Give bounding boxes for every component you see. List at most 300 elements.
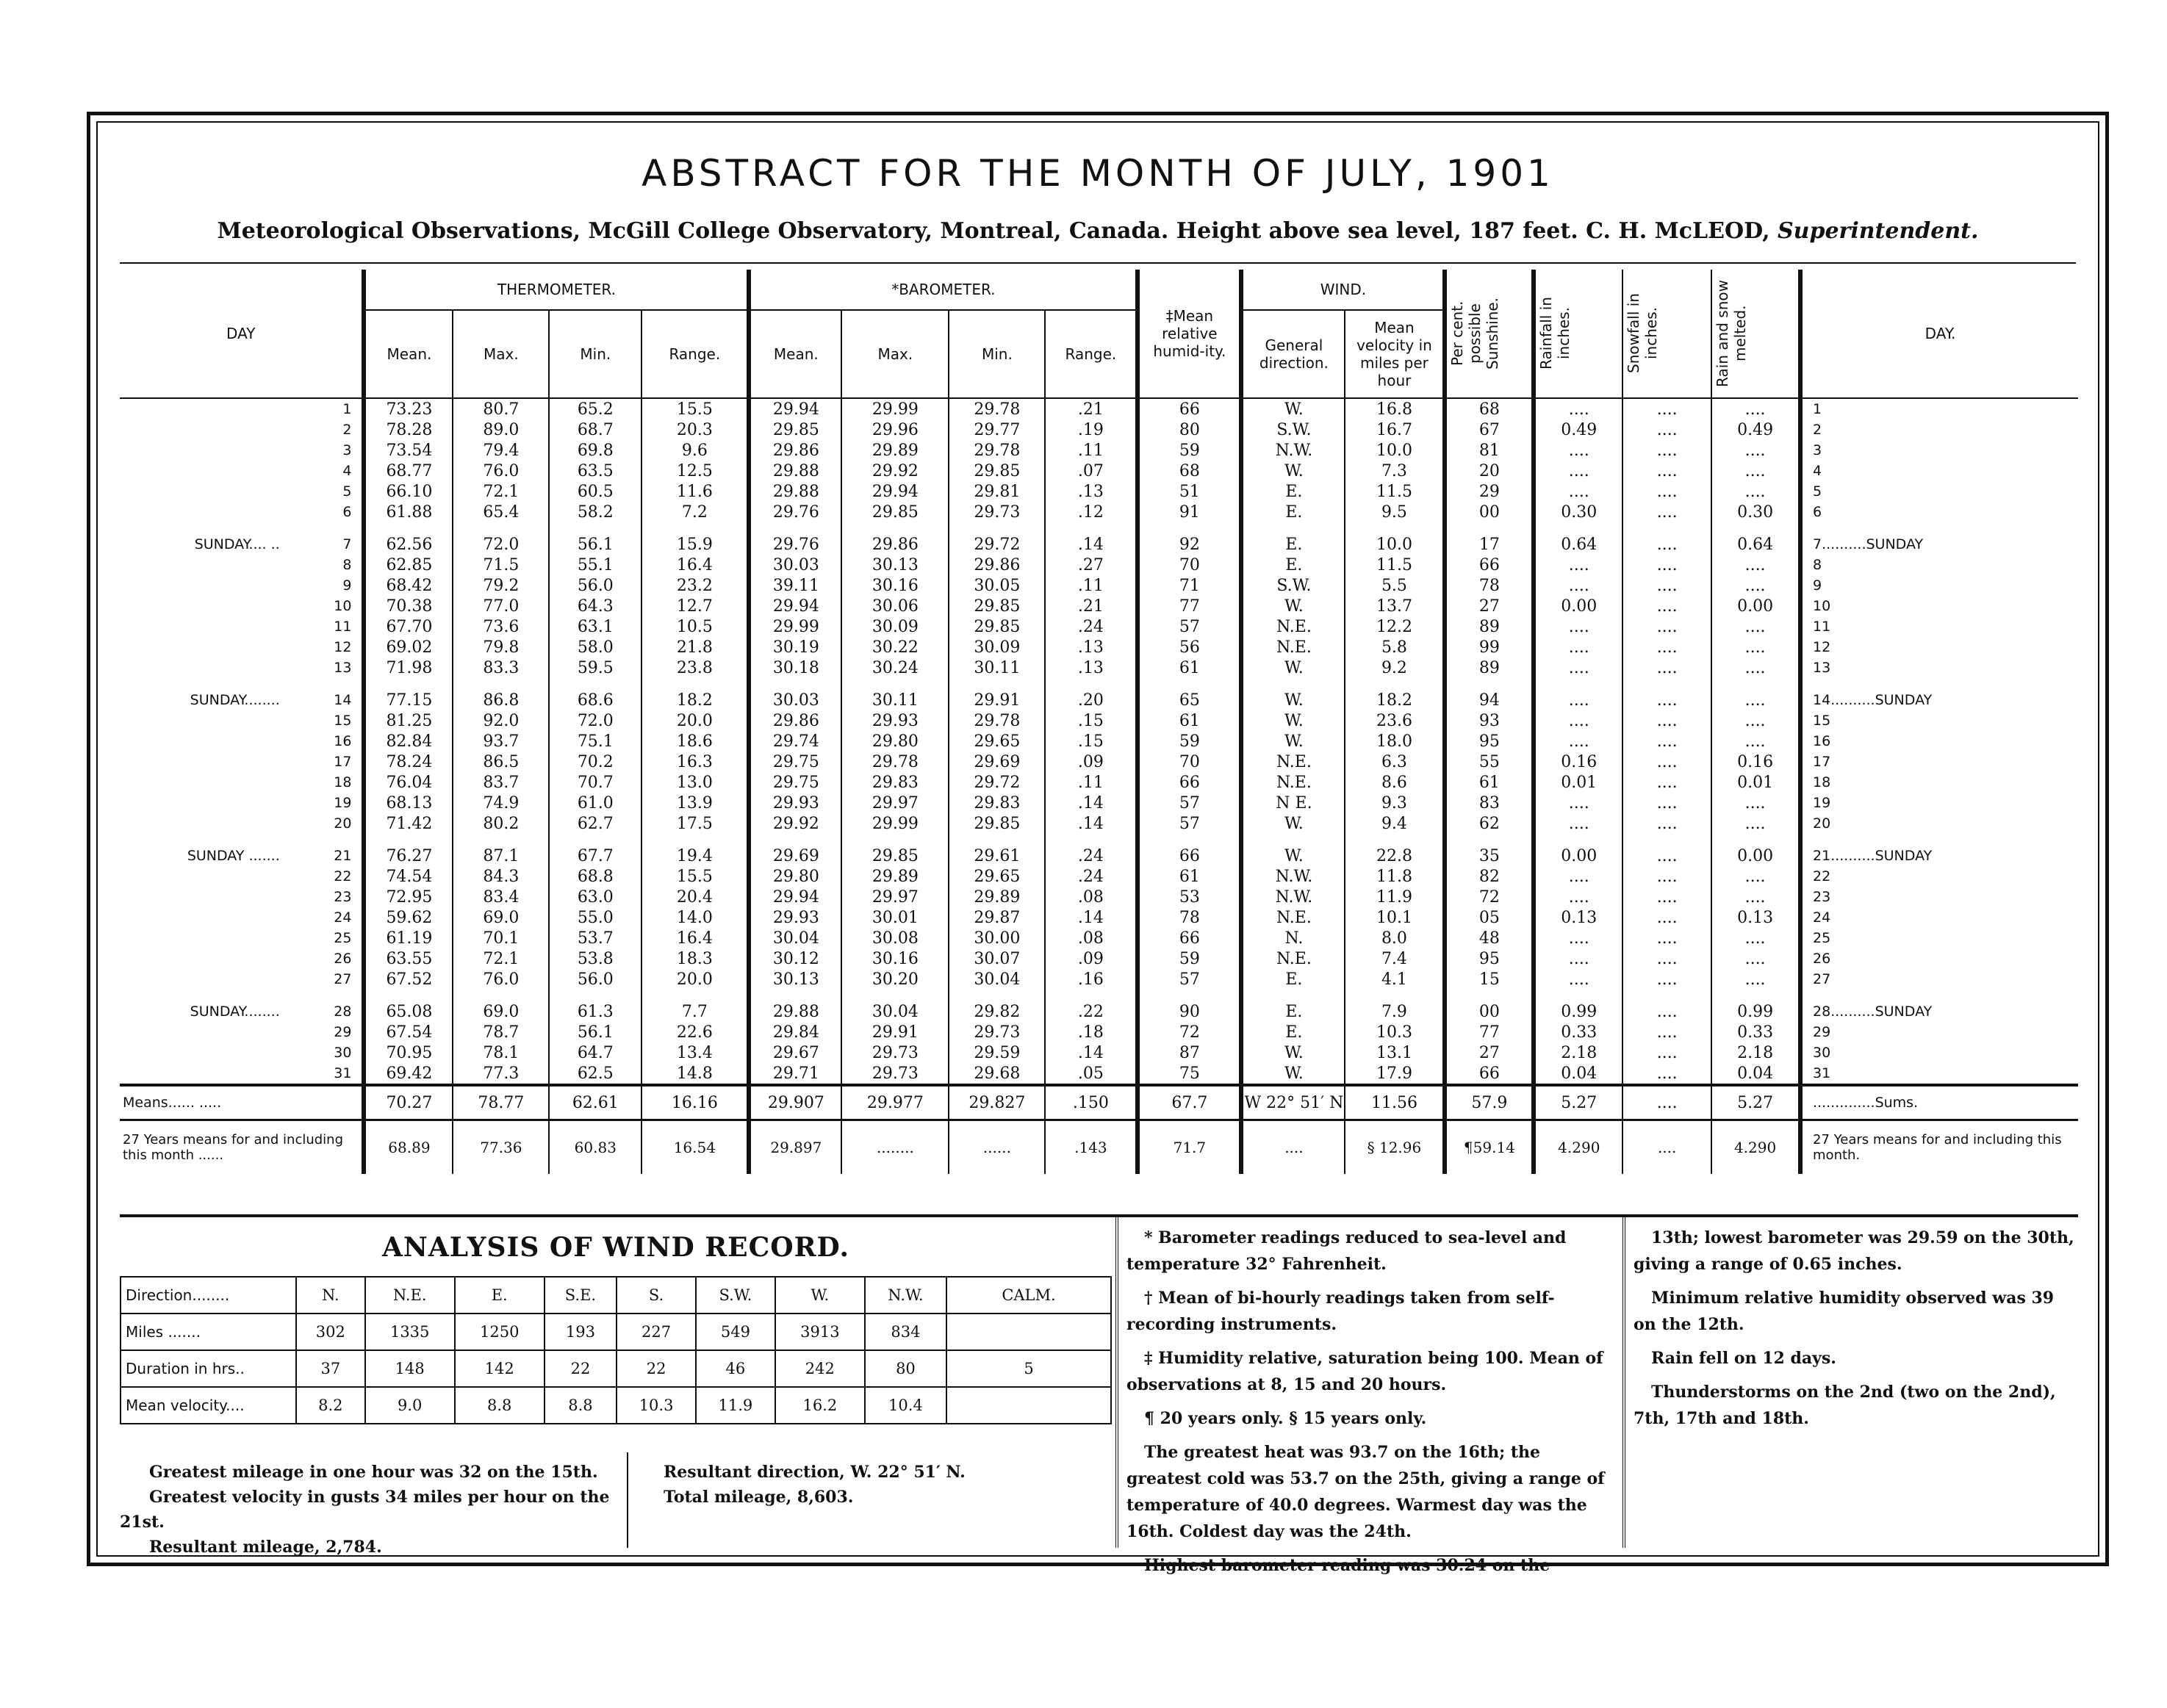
cell-bmean: 29.86	[749, 440, 841, 461]
cell-day: 31	[334, 1065, 352, 1081]
cell-dir: E.	[1241, 1022, 1345, 1042]
note-text: ‡ Humidity relative, saturation being 100. Mean of observations at 8, 15 and 20 hours.	[1126, 1349, 1603, 1394]
cell-rain: ....	[1534, 637, 1622, 657]
cell-trange: 22.6	[642, 1022, 749, 1042]
cell-vel: 11.9	[1345, 887, 1445, 907]
cell-hum: 90	[1138, 1001, 1241, 1022]
cell-bmax	[841, 522, 949, 534]
cell-brange: .14	[1045, 1042, 1138, 1063]
cell-day: 2	[342, 422, 352, 438]
wind-cell: N.W.	[865, 1277, 946, 1314]
cell-day: 21	[334, 848, 352, 864]
cell-tmin	[549, 834, 642, 846]
cell-day: 29	[334, 1024, 352, 1040]
cell-rlabel: 8	[1800, 555, 2078, 575]
note-text: * Barometer readings reduced to sea-level and temperature 32° Fahrenheit.	[1126, 1228, 1567, 1274]
cell-snow: ....	[1622, 1022, 1711, 1042]
table-row	[120, 846, 2078, 866]
cell-hum: 61	[1138, 657, 1241, 678]
cell-rlabel: 30	[1800, 1042, 2078, 1063]
cell-label	[120, 596, 290, 616]
cell-rlabel: 6	[1800, 502, 2078, 522]
rain-snow-header	[1711, 270, 1800, 398]
cell-snow: ....	[1622, 534, 1711, 555]
baro-min-header: Min.	[949, 310, 1045, 398]
cell-melt: 0.64	[1711, 534, 1800, 555]
cell-day: 18	[334, 774, 352, 790]
cell-bmean: 29.93	[749, 907, 841, 928]
cell-tmean: 72.95	[364, 887, 453, 907]
cell-melt: ....	[1711, 866, 1800, 887]
cell-snow: ....	[1622, 948, 1711, 969]
cell-rain: 4.290	[1534, 1120, 1622, 1175]
cell-tmin: 55.0	[549, 907, 642, 928]
cell-tmean: 70.38	[364, 596, 453, 616]
cell-brange: .14	[1045, 534, 1138, 555]
cell-bmax: 30.13	[841, 555, 949, 575]
cell-bmin: 29.59	[949, 1042, 1045, 1063]
cell-bmean: 30.18	[749, 657, 841, 678]
cell-melt: 0.30	[1711, 502, 1800, 522]
cell-tmean: 73.23	[364, 398, 453, 419]
cell-melt: 0.00	[1711, 596, 1800, 616]
cell-tmean: 70.27	[364, 1085, 453, 1120]
cell-vel: 7.4	[1345, 948, 1445, 969]
wind-cell: S.W.	[696, 1277, 775, 1314]
cell-rlabel	[1800, 990, 2078, 1001]
note-text: Minimum relative humidity observed was 39 on the 12th.	[1634, 1289, 2055, 1334]
cell-bmean: 29.80	[749, 866, 841, 887]
cell-brange: .15	[1045, 731, 1138, 752]
cell-bmax: 30.11	[841, 690, 949, 710]
cell-bmax: 30.09	[841, 616, 949, 637]
cell-tmean: 63.55	[364, 948, 453, 969]
cell-bmean: 29.93	[749, 793, 841, 813]
table-row	[120, 1001, 2078, 1022]
cell-label: Means...... .....	[120, 1085, 364, 1120]
cell-rlabel: 20	[1800, 813, 2078, 834]
cell-rain	[1534, 522, 1622, 534]
cell-bmean: 29.86	[749, 710, 841, 731]
cell-rlabel: 2	[1800, 419, 2078, 440]
cell-day: 10	[334, 598, 352, 614]
cell-bmin: 30.11	[949, 657, 1045, 678]
cell-rain: ....	[1534, 928, 1622, 948]
cell-bmax	[841, 990, 949, 1001]
cell-snow: ....	[1622, 461, 1711, 481]
cell-hum: 66	[1138, 928, 1241, 948]
cell-rain: ....	[1534, 575, 1622, 596]
cell-tmax: 86.5	[453, 752, 549, 772]
cell-hum: 87	[1138, 1042, 1241, 1063]
cell-sun: 48	[1445, 928, 1534, 948]
cell-tmean: 76.27	[364, 846, 453, 866]
observations-table	[120, 270, 2078, 1174]
cell-trange	[642, 678, 749, 690]
cell-rlabel: 3	[1800, 440, 2078, 461]
table-row	[120, 502, 2078, 522]
table-row	[120, 419, 2078, 440]
cell-trange: 12.5	[642, 461, 749, 481]
cell-melt: ....	[1711, 813, 1800, 834]
cell-vel	[1345, 834, 1445, 846]
cell-vel: 4.1	[1345, 969, 1445, 990]
cell-brange: .11	[1045, 440, 1138, 461]
wind-cell: 10.3	[617, 1387, 696, 1424]
wind-cell: 9.0	[365, 1387, 455, 1424]
cell-hum: 65	[1138, 690, 1241, 710]
cell-hum: 80	[1138, 419, 1241, 440]
cell-dir: E.	[1241, 1001, 1345, 1022]
cell-rain: ....	[1534, 657, 1622, 678]
cell-bmean: 29.907	[749, 1085, 841, 1120]
cell-sun: 27	[1445, 1042, 1534, 1063]
cell-hum: 72	[1138, 1022, 1241, 1042]
cell-tmean: 69.02	[364, 637, 453, 657]
cell-bmin: 29.87	[949, 907, 1045, 928]
cell-tmax	[453, 678, 549, 690]
cell-sun: ¶59.14	[1445, 1120, 1534, 1175]
cell-tmean: 67.52	[364, 969, 453, 990]
cell-trange: 15.9	[642, 534, 749, 555]
table-row	[120, 637, 2078, 657]
cell-bmean: 29.88	[749, 481, 841, 502]
cell-trange: 16.16	[642, 1085, 749, 1120]
cell-tmean: 69.42	[364, 1063, 453, 1085]
cell-brange: .12	[1045, 502, 1138, 522]
cell-tmax: 78.77	[453, 1085, 549, 1120]
cell-bmin: 30.09	[949, 637, 1045, 657]
cell-snow: ....	[1622, 575, 1711, 596]
cell-tmin: 60.5	[549, 481, 642, 502]
title-rule	[120, 262, 2076, 264]
wind-cell	[946, 1387, 1111, 1424]
cell-trange: 20.4	[642, 887, 749, 907]
cell-bmin: 29.61	[949, 846, 1045, 866]
cell-snow: ....	[1622, 1063, 1711, 1085]
cell-bmin: 29.86	[949, 555, 1045, 575]
cell-brange: .13	[1045, 637, 1138, 657]
sunshine-header	[1445, 270, 1534, 398]
cell-day: 19	[334, 795, 352, 811]
cell-trange: 7.7	[642, 1001, 749, 1022]
cell-label	[120, 813, 290, 834]
cell-tmin: 70.7	[549, 772, 642, 793]
superintendent-label: Superintendent.	[1778, 218, 1979, 244]
cell-hum	[1138, 678, 1241, 690]
cell-vel: 17.9	[1345, 1063, 1445, 1085]
cell-tmin	[549, 678, 642, 690]
cell-rlabel: 13	[1800, 657, 2078, 678]
footnotes-column	[1126, 1225, 1611, 1586]
cell-hum: 57	[1138, 616, 1241, 637]
cell-rain	[1534, 990, 1622, 1001]
cell-label	[120, 887, 290, 907]
cell-hum: 61	[1138, 866, 1241, 887]
cell-rain: ....	[1534, 731, 1622, 752]
cell-bmean: 30.13	[749, 969, 841, 990]
wind-cell: 1335	[365, 1314, 455, 1350]
cell-trange: 11.6	[642, 481, 749, 502]
wind-cell	[946, 1314, 1111, 1350]
cell-rlabel: 23	[1800, 887, 2078, 907]
cell-bmean: 29.67	[749, 1042, 841, 1063]
table-row	[120, 969, 2078, 990]
cell-label	[120, 419, 290, 440]
cell-tmin: 56.1	[549, 534, 642, 555]
spacer-row	[120, 990, 2078, 1001]
cell-tmin: 56.0	[549, 575, 642, 596]
cell-tmean: 71.98	[364, 657, 453, 678]
table-row	[120, 887, 2078, 907]
wind-notes-right	[634, 1460, 1104, 1510]
cell-dir: N.W.	[1241, 440, 1345, 461]
cell-tmax: 65.4	[453, 502, 549, 522]
cell-sun: 94	[1445, 690, 1534, 710]
cell-sun: 89	[1445, 657, 1534, 678]
column-separator-1	[1115, 1217, 1118, 1548]
wind-cell: 80	[865, 1350, 946, 1387]
cell-snow: ....	[1622, 887, 1711, 907]
cell-bmax: 29.99	[841, 398, 949, 419]
cell-bmin: 29.82	[949, 1001, 1045, 1022]
thermo-range-header: Range.	[642, 310, 749, 398]
cell-melt	[1711, 522, 1800, 534]
wind-cell: 834	[865, 1314, 946, 1350]
cell-bmean	[749, 990, 841, 1001]
cell-bmin: 30.07	[949, 948, 1045, 969]
cell-bmin	[949, 678, 1045, 690]
table-row	[120, 575, 2078, 596]
cell-bmean: 29.85	[749, 419, 841, 440]
cell-tmax: 83.7	[453, 772, 549, 793]
wind-cell: 22	[545, 1350, 617, 1387]
rainfall-header-text: Rainfall in inches.	[1537, 297, 1573, 370]
cell-rlabel: 14..........SUNDAY	[1800, 690, 2078, 710]
cell-bmean: 29.94	[749, 887, 841, 907]
cell-tmin: 75.1	[549, 731, 642, 752]
wind-cell: Duration in hrs..	[121, 1350, 296, 1387]
cell-rlabel: 16	[1800, 731, 2078, 752]
cell-label	[120, 398, 290, 419]
cell-brange: .24	[1045, 616, 1138, 637]
cell-trange: 10.5	[642, 616, 749, 637]
cell-tmax: 83.4	[453, 887, 549, 907]
cell-bmin: 29.85	[949, 461, 1045, 481]
cell-label	[120, 990, 290, 1001]
humidity-header: ‡Mean relative humid-ity.	[1138, 270, 1241, 398]
cell-tmean: 71.42	[364, 813, 453, 834]
cell-bmean: 29.84	[749, 1022, 841, 1042]
column-separator-2	[1622, 1217, 1625, 1548]
cell-day: 24	[334, 909, 352, 926]
note-text: Rain fell on 12 days.	[1651, 1349, 1836, 1368]
cell-melt: ....	[1711, 710, 1800, 731]
cell-trange: 16.54	[642, 1120, 749, 1175]
cell-bmin	[949, 522, 1045, 534]
cell-label	[120, 793, 290, 813]
wind-analysis-title: ANALYSIS OF WIND RECORD.	[382, 1232, 849, 1263]
note-text: 13th; lowest barometer was 29.59 on the 30th, giving a range of 0.65 inches.	[1634, 1228, 2074, 1274]
cell-trange: 17.5	[642, 813, 749, 834]
cell-dir: S.W.	[1241, 575, 1345, 596]
wind-cell: 3913	[775, 1314, 865, 1350]
cell-brange: .24	[1045, 846, 1138, 866]
cell-snow: ....	[1622, 502, 1711, 522]
cell-tmean: 74.54	[364, 866, 453, 887]
cell-rlabel: 5	[1800, 481, 2078, 502]
cell-trange	[642, 834, 749, 846]
cell-sun: 99	[1445, 637, 1534, 657]
spacer-row	[120, 678, 2078, 690]
cell-tmin: 68.7	[549, 419, 642, 440]
day-right-header: DAY.	[1800, 270, 2078, 398]
cell-label	[120, 772, 290, 793]
note-text: Resultant mileage, 2,784.	[149, 1538, 382, 1557]
cell-day: 7	[342, 536, 352, 552]
wind-cell: Miles .......	[121, 1314, 296, 1350]
cell-sun: 78	[1445, 575, 1534, 596]
wind-cell: 46	[696, 1350, 775, 1387]
table-row	[120, 534, 2078, 555]
cell-vel	[1345, 678, 1445, 690]
note-text: Highest barometer reading was 30.24 on the	[1144, 1556, 1550, 1575]
wind-cell: Mean velocity....	[121, 1387, 296, 1424]
cell-trange: 18.6	[642, 731, 749, 752]
cell-tmax: 72.1	[453, 481, 549, 502]
cell-bmin: 30.04	[949, 969, 1045, 990]
cell-tmin: 61.3	[549, 1001, 642, 1022]
cell-snow	[1622, 522, 1711, 534]
cell-trange: 18.3	[642, 948, 749, 969]
cell-tmax: 77.36	[453, 1120, 549, 1175]
cell-hum: 53	[1138, 887, 1241, 907]
cell-bmax: 29.80	[841, 731, 949, 752]
cell-hum	[1138, 990, 1241, 1001]
cell-bmax: 29.86	[841, 534, 949, 555]
cell-snow: ....	[1622, 596, 1711, 616]
cell-snow: ....	[1622, 1001, 1711, 1022]
cell-dir: W.	[1241, 596, 1345, 616]
cell-rain: 5.27	[1534, 1085, 1622, 1120]
cell-tmax: 78.1	[453, 1042, 549, 1063]
cell-day: 16	[334, 733, 352, 749]
cell-melt: ....	[1711, 948, 1800, 969]
rainfall-header	[1534, 270, 1622, 398]
cell-bmin: 29.81	[949, 481, 1045, 502]
cell-bmean: 39.11	[749, 575, 841, 596]
remarks-column	[1634, 1225, 2074, 1439]
cell-day	[290, 990, 364, 1001]
cell-vel: 11.5	[1345, 555, 1445, 575]
wind-cell: W.	[775, 1277, 865, 1314]
cell-brange	[1045, 990, 1138, 1001]
notes-top-rule	[120, 1214, 2078, 1217]
cell-tmin: 58.2	[549, 502, 642, 522]
cell-tmin: 61.0	[549, 793, 642, 813]
wind-cell: 10.4	[865, 1387, 946, 1424]
cell-melt: ....	[1711, 575, 1800, 596]
cell-rain: ....	[1534, 555, 1622, 575]
cell-tmax: 79.2	[453, 575, 549, 596]
cell-snow	[1622, 834, 1711, 846]
cell-label	[120, 834, 290, 846]
cell-hum: 68	[1138, 461, 1241, 481]
table-row	[120, 1085, 2078, 1120]
cell-bmax: 29.96	[841, 419, 949, 440]
cell-brange: .09	[1045, 948, 1138, 969]
cell-rain: 0.33	[1534, 1022, 1622, 1042]
cell-snow: ....	[1622, 637, 1711, 657]
cell-sun	[1445, 678, 1534, 690]
cell-bmin: 29.91	[949, 690, 1045, 710]
cell-snow: ....	[1622, 616, 1711, 637]
cell-snow: ....	[1622, 1085, 1711, 1120]
cell-sun: 17	[1445, 534, 1534, 555]
cell-label	[120, 969, 290, 990]
cell-tmin: 63.5	[549, 461, 642, 481]
abstract-sheet	[87, 112, 2109, 1575]
cell-day: 12	[334, 639, 352, 655]
cell-hum: 66	[1138, 846, 1241, 866]
cell-rain: ....	[1534, 948, 1622, 969]
cell-tmax	[453, 522, 549, 534]
cell-bmin: 29.68	[949, 1063, 1045, 1085]
cell-melt: ....	[1711, 793, 1800, 813]
cell-hum: 71	[1138, 575, 1241, 596]
cell-melt: ....	[1711, 440, 1800, 461]
cell-sun: 62	[1445, 813, 1534, 834]
cell-melt: ....	[1711, 637, 1800, 657]
cell-rain: ....	[1534, 398, 1622, 419]
cell-rlabel: 1	[1800, 398, 2078, 419]
cell-bmax: 29.97	[841, 887, 949, 907]
cell-label: 27 Years means for and including this month ......	[123, 1132, 344, 1163]
notes-area	[120, 1217, 2078, 1575]
cell-tmean: 62.56	[364, 534, 453, 555]
thermo-mean-header: Mean.	[364, 310, 453, 398]
cell-bmax: 30.22	[841, 637, 949, 657]
cell-snow: ....	[1622, 710, 1711, 731]
cell-bmean: 29.94	[749, 596, 841, 616]
cell-hum: 57	[1138, 793, 1241, 813]
cell-bmean: 30.12	[749, 948, 841, 969]
cell-trange: 7.2	[642, 502, 749, 522]
cell-hum: 56	[1138, 637, 1241, 657]
cell-dir: W 22° 51′ N	[1241, 1085, 1345, 1120]
cell-day	[290, 522, 364, 534]
cell-rlabel: 22	[1800, 866, 2078, 887]
cell-vel	[1345, 522, 1445, 534]
cell-hum: 66	[1138, 398, 1241, 419]
cell-sun	[1445, 834, 1534, 846]
cell-brange: .08	[1045, 887, 1138, 907]
cell-snow: ....	[1622, 793, 1711, 813]
cell-trange: 16.4	[642, 928, 749, 948]
cell-bmax: 30.16	[841, 948, 949, 969]
cell-tmax: 69.0	[453, 907, 549, 928]
cell-tmean: 65.08	[364, 1001, 453, 1022]
cell-bmean: 29.99	[749, 616, 841, 637]
cell-trange	[642, 522, 749, 534]
cell-rain: 0.13	[1534, 907, 1622, 928]
cell-sun: 67	[1445, 419, 1534, 440]
cell-vel: 9.5	[1345, 502, 1445, 522]
cell-trange: 13.9	[642, 793, 749, 813]
page-title: ABSTRACT FOR THE MONTH OF JULY, 1901	[642, 152, 1554, 195]
note-text: Total mileage, 8,603.	[664, 1488, 854, 1507]
cell-rlabel: ..............Sums.	[1800, 1085, 2078, 1120]
